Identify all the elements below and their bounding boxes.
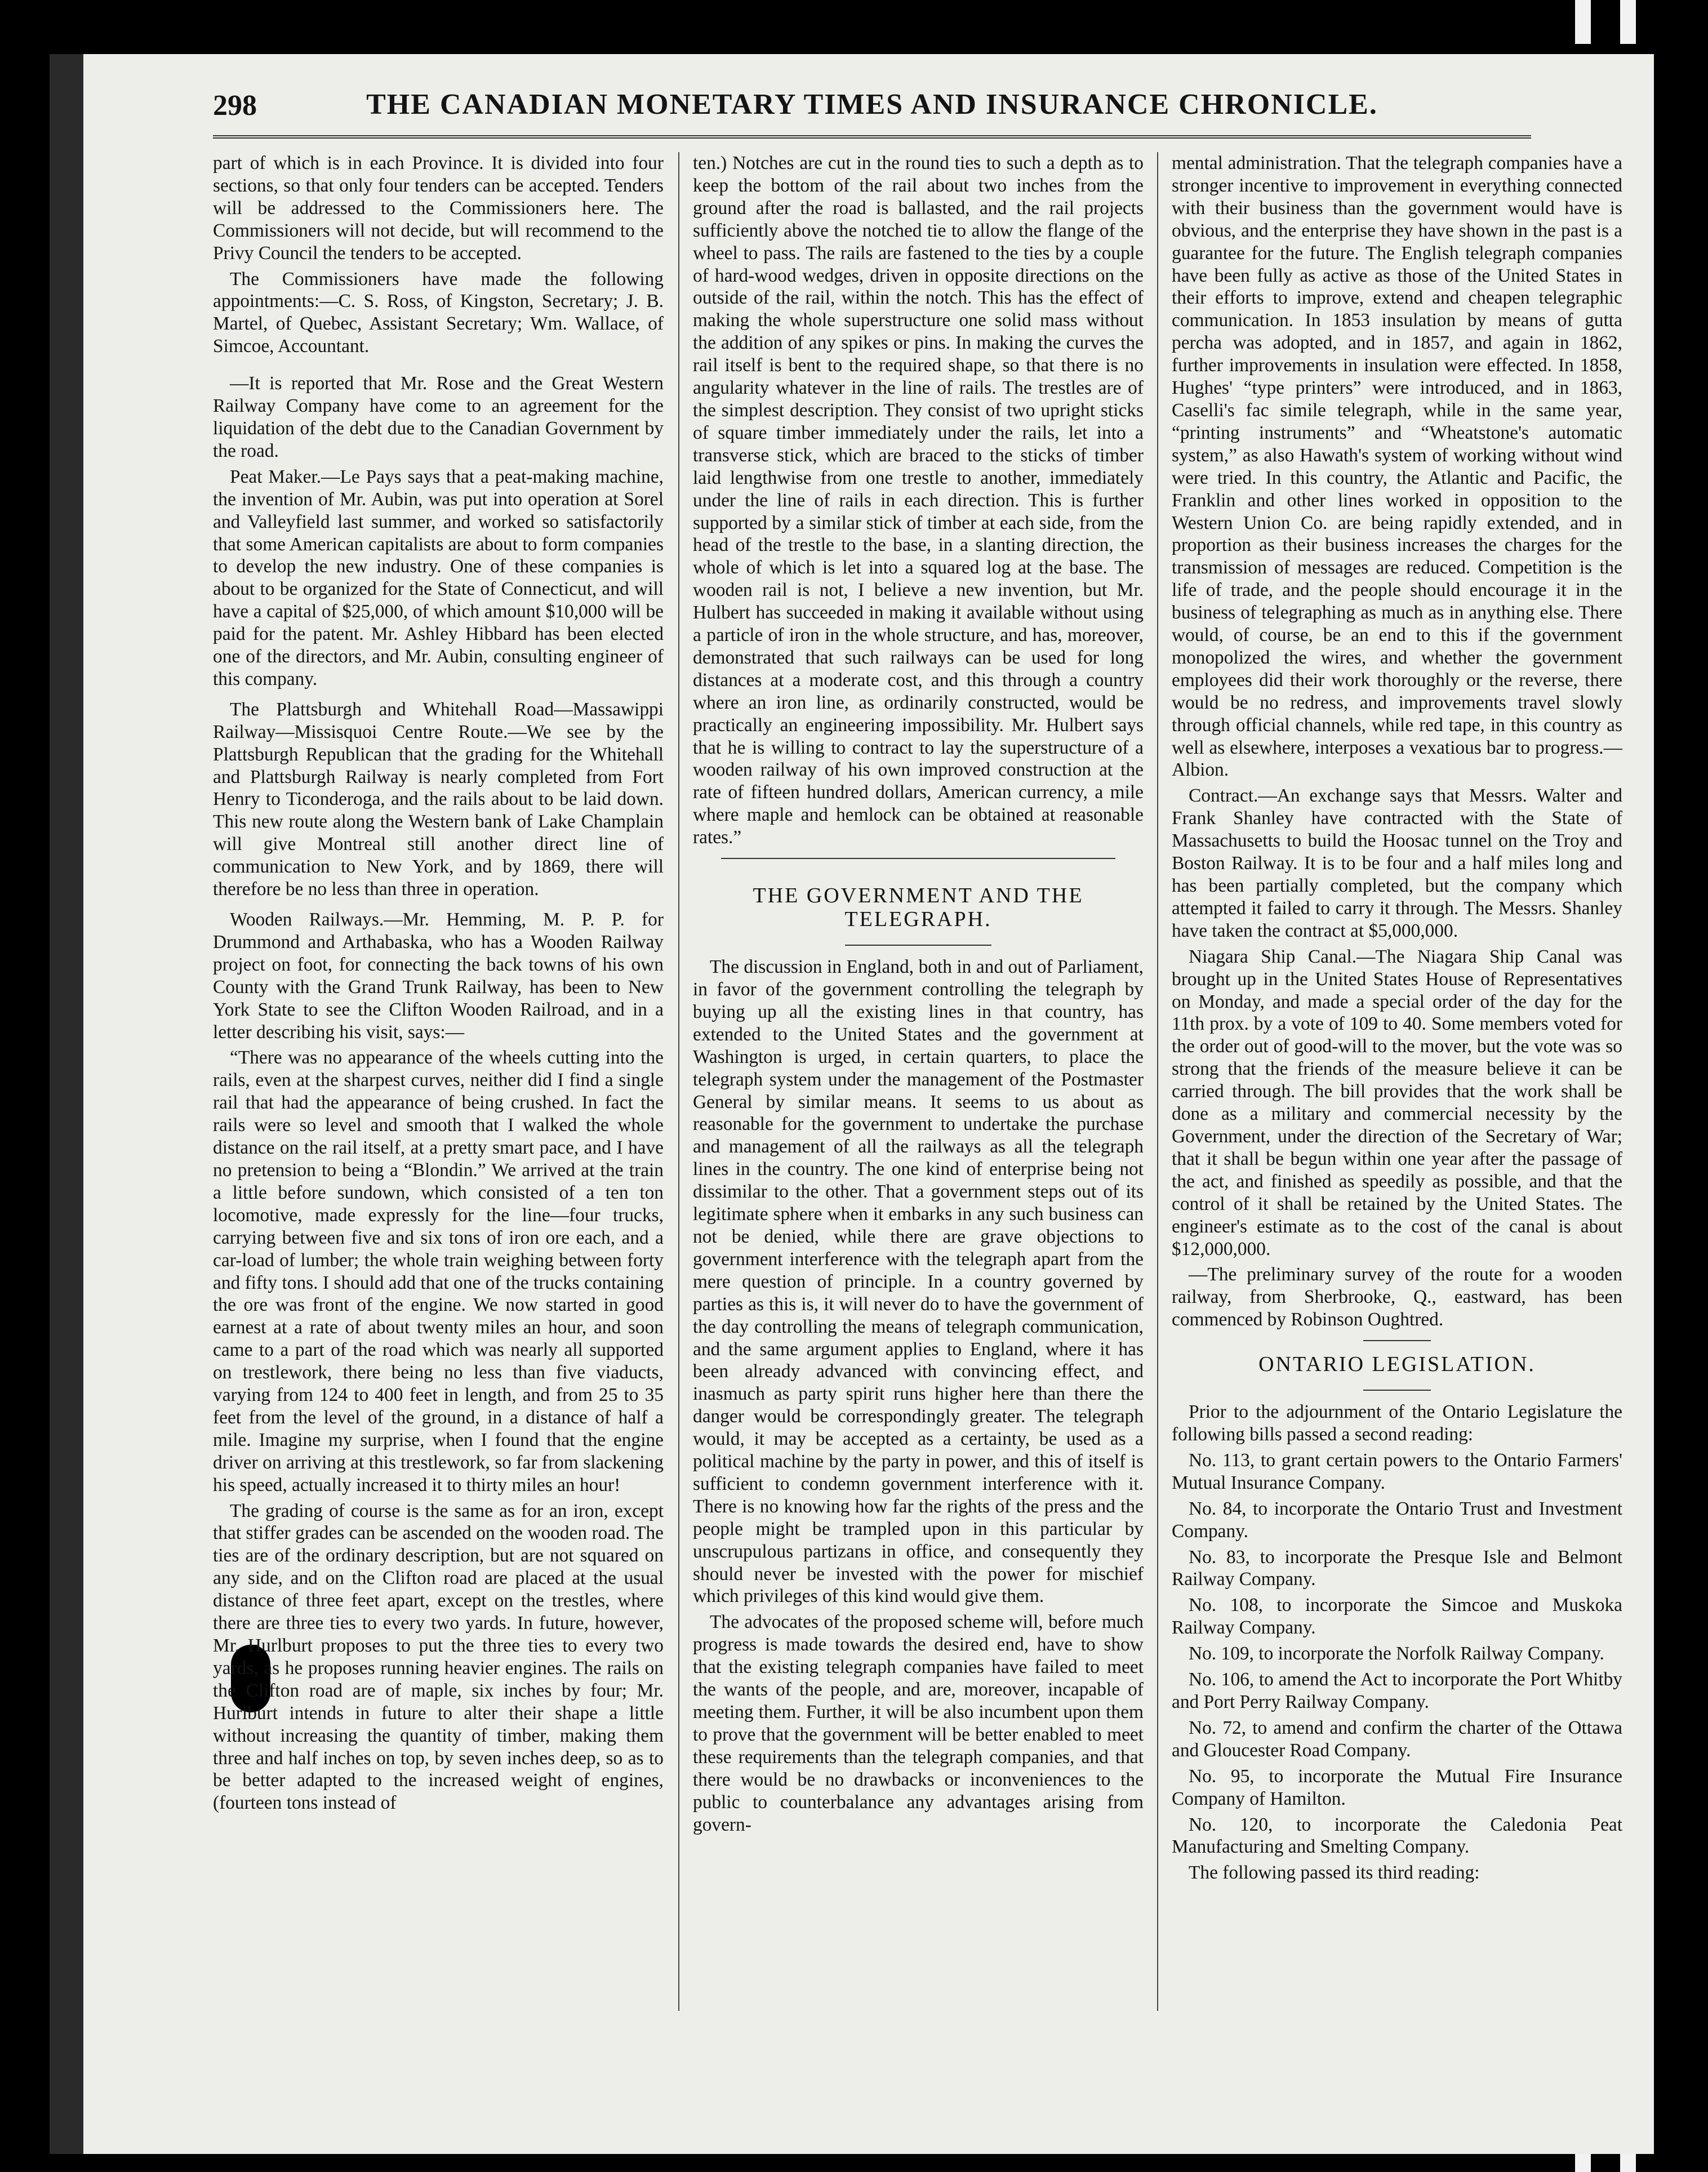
running-title: THE CANADIAN MONETARY TIMES AND INSURANCE CHRONICLE.: [366, 88, 1378, 121]
section-rule: [1363, 1390, 1431, 1391]
paragraph: Wooden Railways.—Mr. Hemming, M. P. P. for Drummond and Arthabaska, who has a Wooden Railway project on foot, for connecting the back towns of his own County with the Grand Trunk Railway, has been to New York State to see the Clifton Wooden Railroad, and in a letter describing his visit, says:—: [213, 909, 664, 1043]
paragraph: Peat Maker.—Le Pays says that a peat-making machine, the invention of Mr. Aubin, was put into operation at Sorel and Valleyfield last summer, and worked so satisfactorily that some American capitalists are about to form companies to develop the new industry. One of these companies is about to be organized for the State of Connecticut, and will have a capital of $25,000, of which amount $10,000 will be paid for the patent. Mr. Ashley Hibbard has been elected one of the directors, and Mr. Aubin, consulting engineer of this company.: [213, 466, 664, 689]
page-header: [213, 79, 1531, 131]
paragraph: The grading of course is the same as for an iron, except that stiffer grades can be ascended on the wooden road. The ties are of the ordinary description, but are not squared on any side, and on the Clifton road are placed at the usual distance of three feet apart, except on the trestles, where there are three ties to every two yards. In future, however, Mr. Hurlburt proposes to put the three ties to every two yards, as he proposes running heavier engines. The rails on the Clifton road are of maple, six inches by four; Mr. Hurlburt intends in future to alter their shape a little without increasing the quantity of timber, making them three and half inches on top, by seven inches deep, so as to be better adapted to the increased weight of engines, (fourteen tons instead of: [213, 1500, 664, 1814]
page-gutter: [50, 54, 83, 2154]
paragraph: The discussion in England, both in and out of Parliament, in favor of the government controlling the telegraph by buying up all the existing lines in that country, has extended to the United States and the government at Washington is urged, in certain quarters, to place the telegraph system under the management of the Postmaster General by similar means. It seems to us about as reasonable for the government to undertake the purchase and management of all the railways as all the telegraph lines in the country. The one kind of enterprise being not dissimilar to the other. That a government steps out of its legitimate sphere when it embarks in any such business can not be denied, while there are grave objections to government interference with the telegraph apart from the mere question of principle. In a country governed by parties as this is, it will never do to have the government of the day controlling the means of telegraph communication, and the same argument applies to England, where it has been already advanced with convincing effect, and inasmuch as party spirit runs higher here than there the danger would be correspondingly greater. The telegraph would, it may be accepted as a certainty, be used as a political machine by the party in power, and this of itself is sufficient to condemn government interference with it. There is no knowing how far the rights of the press and the people might be trampled upon in this particular by unscrupulous partizans in office, and consequently they should never be invested with the power for mischief which privileges of this kind would give them.: [693, 956, 1144, 1607]
section-heading: THE GOVERNMENT AND THE TELEGRAPH.: [753, 884, 1084, 932]
film-edge-mark: [1620, 0, 1636, 44]
bill-item: No. 84, to incorporate the Ontario Trust and Investment Company.: [1172, 1498, 1622, 1542]
column-2: [693, 152, 1144, 2011]
paragraph: Contract.—An exchange says that Messrs. Walter and Frank Shanley have contracted with the State of Massachusetts to build the Hoosac tunnel on the Troy and Boston Railway. It is to be four and a half miles long and has been partially completed, but the company which attempted it failed to carry it through. The Messrs. Shanley have taken the contract at $5,000,000.: [1172, 785, 1622, 941]
bill-item: No. 120, to incorporate the Caledonia Peat Manufacturing and Smelting Company.: [1172, 1814, 1622, 1858]
column-1: [213, 152, 664, 2011]
bill-item: No. 95, to incorporate the Mutual Fire Insurance Company of Hamilton.: [1172, 1765, 1622, 1809]
paragraph: The advocates of the proposed scheme will, before much progress is made towards the desired end, have to show that the existing telegraph companies have failed to meet the wants of the people, and are, moreover, incapable of meeting them. Further, it will be also incumbent upon them to prove that the government will be better enabled to meet these requirements than the telegraph companies, and that there would be no drawbacks or inconveniences to the public to counterbalance any advantages arising from govern-: [693, 1612, 1144, 1835]
page-number: 298: [213, 90, 257, 122]
bill-item: No. 83, to incorporate the Presque Isle and Belmont Railway Company.: [1172, 1546, 1622, 1590]
section-rule: [721, 858, 1115, 859]
column-rule: [678, 152, 679, 2011]
section-rule: [1363, 1340, 1431, 1341]
paragraph: The following passed its third reading:: [1189, 1862, 1480, 1884]
paragraph: mental administration. That the telegraph companies have a stronger incentive to improvement in everything connected with their business than the government would have is obvious, and the enterprise they have shown in the past is a guarantee for the future. The English telegraph companies have been fully as active as those of the United States in their efforts to improve, extend and cheapen telegraphic communication. In 1853 insulation by means of gutta percha was adopted, and in 1857, and again in 1862, further improvements in insulation were effected. In 1858, Hughes' “type printers” were introduced, and in 1863, Caselli's fac simile telegraph, while in the same year, “printing instruments” and “Wheatstone's automatic system,” as also Hawath's system of working without wind were tried. In this country, the Atlantic and Pacific, the Franklin and other lines worked in opposition to the Western Union Co. are being rapidly extended, and in proportion as their business increases the charges for the transmission of messages are reduced. Competition is the life of trade, and the people should encourage it in the business of telegraphing as much as in anything else. There would, of course, be an end to this if the government monopolized the wires, and whether the government employees did their work thoroughly or the reverse, there would be no redress, and improvements travel slowly through official channels, while red tape, in this country as well as elsewhere, interposes a vexatious bar to progress.—Albion.: [1172, 153, 1622, 781]
paragraph: Niagara Ship Canal.—The Niagara Ship Canal was brought up in the United States House of Representatives on Monday, and made a special order of the day for the 11th prox. by a vote of 109 to 40. Some members voted for the order out of good-will to the mover, but the vote was so strong that the friends of the measure believe it can be carried through. The bill provides that the work shall be done as a military and commercial necessity by the Government, under the direction of the Secretary of War; that it shall be begun within one year after the passage of the act, and finished as speedily as possible, and that the control of it shall be retained by the United States. The engineer's estimate as to the cost of the canal is about $12,000,000.: [1172, 946, 1622, 1259]
column-rule: [1157, 152, 1158, 2011]
bill-item: No. 72, to amend and confirm the charter of the Ottawa and Gloucester Road Company.: [1172, 1717, 1622, 1761]
paragraph: Prior to the adjournment of the Ontario Legislature the following bills passed a second reading:: [1172, 1401, 1622, 1445]
paragraph: —The preliminary survey of the route for a wooden railway, from Sherbrooke, Q., eastward, has been commenced by Robinson Oughtred.: [1172, 1264, 1622, 1330]
section-heading: ONTARIO LEGISLATION.: [1258, 1352, 1536, 1377]
section-rule: [845, 945, 991, 946]
paragraph: The Plattsburgh and Whitehall Road—Massawippi Railway—Missisquoi Centre Route.—We see by the Plattsburgh Republican that the grading for the Whitehall and Plattsburgh Railway is nearly completed from Fort Henry to Ticonderoga, and the rails about to be laid down. This new route along the Western bank of Lake Champlain will give Montreal still another direct line of communication to New York, and by 1869, there will therefore be no less than three in operation.: [213, 698, 664, 900]
paragraph: The Commissioners have made the following appointments:—C. S. Ross, of Kingston, Secretary; J. B. Martel, of Quebec, Assistant Secretary; Wm. Wallace, of Simcoe, Accountant.: [213, 268, 664, 357]
header-rule: [213, 135, 1531, 139]
paragraph: —It is reported that Mr. Rose and the Great Western Railway Company have come to an agreement for the liquidation of the debt due to the Canadian Government by the road.: [213, 373, 664, 461]
bill-item: No. 113, to grant certain powers to the Ontario Farmers' Mutual Insurance Company.: [1172, 1449, 1622, 1493]
bill-item: No. 108, to incorporate the Simcoe and Muskoka Railway Company.: [1172, 1595, 1622, 1639]
quoted-letter: “There was no appearance of the wheels cutting into the rails, even at the sharpest curves, neither did I find a single rail that had the appearance of being crushed. In fact the rails were so level and smooth that I walked the whole distance on the rail itself, at a pretty smart pace, and I have no pretension to being a “Blondin.” We arrived at the train a little before sundown, which consisted of a ten ton locomotive, made expressly for the line—four trucks, carrying between five and six tons of iron ore each, and a car-load of lumber; the whole train weighing between forty and fifty tons. I should add that one of the trucks containing the ore was front of the engine. We now started in good earnest at a rate of about twenty miles an hour, and soon came to a part of the road which was nearly all supported on trestlework, there being no less than five viaducts, varying from 124 to 400 feet in length, and from 25 to 35 feet from the level of the ground, in a distance of half a mile. Imagine my surprise, when I found that the engine driver on arriving at this trestlework, so far from slackening his speed, actually increased it to thirty miles an hour!: [213, 1047, 664, 1496]
bill-item: No. 109, to incorporate the Norfolk Railway Company.: [1189, 1643, 1604, 1664]
bill-item: No. 106, to amend the Act to incorporate the Port Whitby and Port Perry Railway Company.: [1172, 1669, 1622, 1712]
film-edge-mark: [1575, 0, 1591, 44]
paragraph: part of which is in each Province. It is divided into four sections, so that only four tenders can be accepted. Tenders will be addressed to the Commissioners here. The Commissioners will not decide, but will recommend to the Privy Council the tenders to be accepted.: [213, 153, 664, 264]
paragraph: ten.) Notches are cut in the round ties to such a depth as to keep the bottom of the rail about two inches from the ground after the road is ballasted, and the rail projects sufficiently above the notched tie to allow the flange of the wheel to pass. The rails are fastened to the ties by a couple of hard-wood wedges, driven in opposite directions on the outside of the rail, within the notch. This has the effect of making the whole superstructure one solid mass without the addition of any spikes or pins. In making the curves the rail itself is bent to the required shape, so that there is no angularity whatever in the line of rails. The trestles are of the simplest description. They consist of two upright sticks of square timber immediately under the rails, let into a transverse stick, which are braced to the sticks of timber laid lengthwise from one trestle to another, immediately under the line of rails in each direction. This is further supported by a similar stick of timber at each side, from the head of the trestle to the base, in a slanting direction, the whole of which is let into a squared log at the base. The wooden rail is not, I believe a new invention, but Mr. Hulbert has succeeded in making it available without using a particle of iron in the whole structure, and has, moreover, demonstrated that such railways can be used for long distances at a moderate cost, and this through a country where an iron line, as ordinarily constructed, would be practically an engineering impossibility. Mr. Hulbert says that he is willing to contract to lay the superstructure of a wooden railway of his own improved construction at the rate of fifteen hundred dollars, American currency, a mile where maple and hemlock can be obtained at reasonable rates.”: [693, 153, 1144, 848]
column-3: [1172, 152, 1622, 2011]
